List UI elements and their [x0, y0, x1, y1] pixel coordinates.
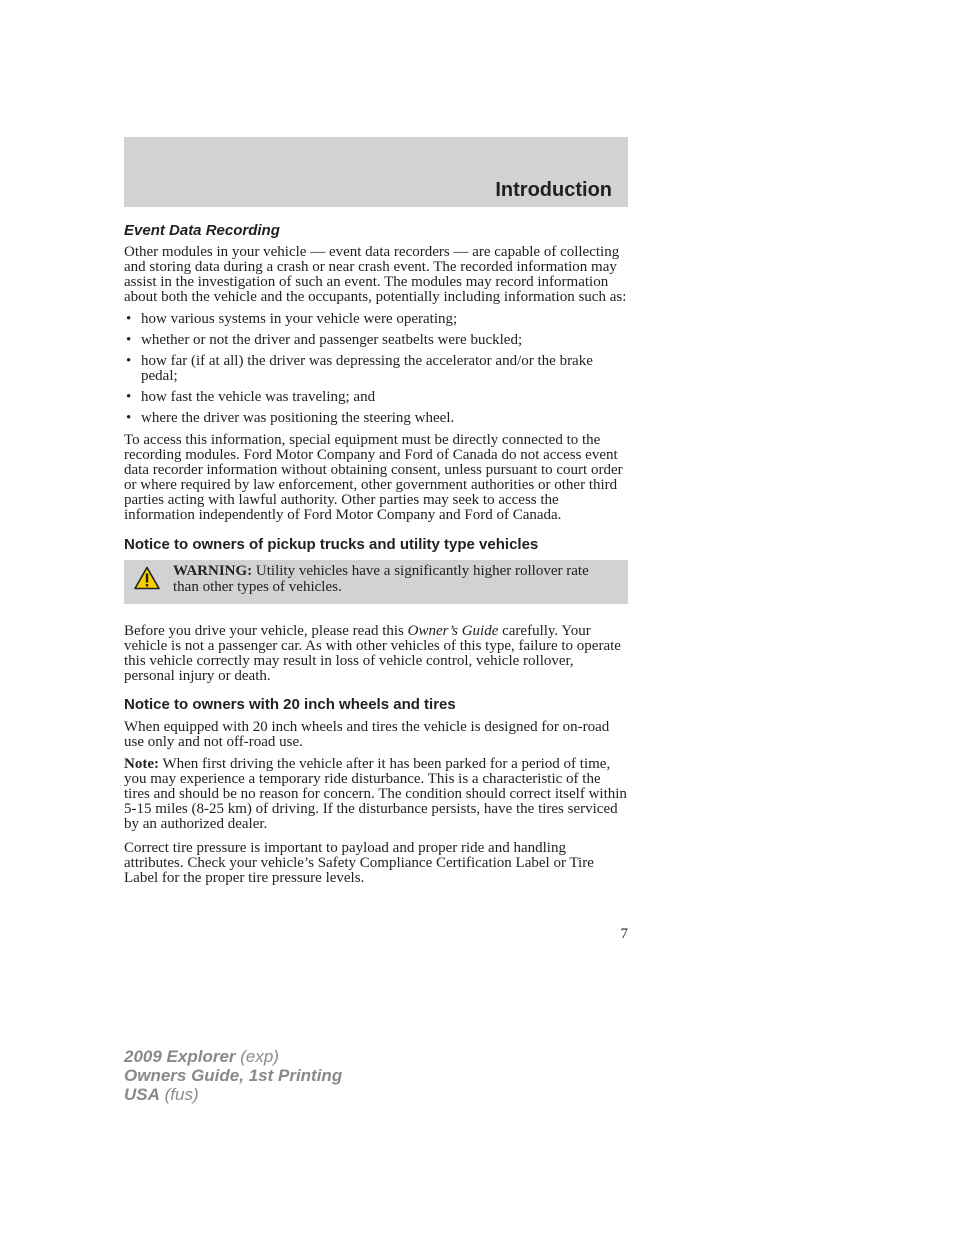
owners-guide-paragraph: Before you drive your vehicle, please read this Owner’s Guide carefully. Your vehicle is not a passenger car. As with other vehicles of this type, failure to operate this vehicle correctly may result in loss of vehicle control, vehicle rollover, personal injury or death.: [124, 623, 621, 684]
bullet-icon: •: [126, 353, 132, 369]
header-band: [124, 137, 628, 207]
event-data-access: To access this information, special equipment must be directly connected to the recording modules. Ford Motor Company and Ford of Canada do not access event data recorder information without obtaining consent, unless pursuant to court order or where required by law enforcement, other government authorities or other third parties acting with lawful authority. Other parties may seek to access the information independently of Ford Motor Company and Ford of Canada.: [124, 432, 623, 523]
list-item: • how far (if at all) the driver was depressing the accelerator and/or the brake pedal;: [126, 353, 593, 384]
section-heading-20-inch-wheels: Notice to owners with 20 inch wheels and tires: [124, 696, 456, 713]
footer-line-model: 2009 Explorer (exp): [124, 1047, 279, 1066]
warning-triangle-icon: [134, 566, 160, 590]
event-data-list: [124, 312, 628, 426]
wheels-paragraph: When equipped with 20 inch wheels and tires the vehicle is designed for on-road use only and not off-road use.: [124, 719, 610, 750]
page-number: 7: [620, 926, 628, 942]
bullet-icon: •: [126, 311, 132, 327]
section-heading-event-data: Event Data Recording: [124, 222, 280, 239]
warning-text: Utility vehicles have a significantly higher rollover rate than other types of vehicles.: [173, 563, 589, 595]
bullet-icon: •: [126, 332, 132, 348]
note-paragraph: Note: When first driving the vehicle after it has been parked for a period of time, you may experience a temporary ride disturbance. This is a characteristic of the tires and should be no reason for concern. The condition should correct itself within 5-15 miles (8-25 km) of driving. If the disturbance persists, have the tires serviced by an authorized dealer.: [124, 756, 627, 832]
bullet-icon: •: [126, 410, 132, 426]
footer-print-info: [124, 1047, 342, 1104]
section-heading-utility-vehicles: Notice to owners of pickup trucks and utility type vehicles: [124, 536, 539, 553]
event-data-intro: Other modules in your vehicle — event data recorders — are capable of collecting and storing data during a crash or near crash event. The recorded information may assist in the investigation of such an event. The modules may record information about both the vehicle and the occupants, potentially including information such as:: [124, 244, 627, 305]
tire-pressure-paragraph: Correct tire pressure is important to payload and proper ride and handling attributes. Check your vehicle’s Safety Compliance Certification Label or Tire Label for the proper tire pressure levels.: [124, 840, 594, 886]
note-label: Note:: [124, 756, 159, 772]
warning-label: WARNING:: [173, 563, 253, 579]
footer-line-market: USA (fus): [124, 1085, 199, 1104]
owners-guide-title: Owner’s Guide: [407, 623, 499, 639]
list-item: • where the driver was positioning the steering wheel.: [126, 410, 455, 426]
footer-line-printing: Owners Guide, 1st Printing: [124, 1066, 343, 1085]
list-item: • whether or not the driver and passenger seatbelts were buckled;: [126, 332, 523, 348]
bullet-icon: •: [126, 389, 132, 405]
list-item: • how fast the vehicle was traveling; and: [126, 389, 376, 405]
list-item: • how various systems in your vehicle were operating;: [126, 311, 458, 327]
page-title: Introduction: [495, 179, 612, 201]
warning-box: [124, 560, 628, 604]
main-content: [124, 220, 628, 893]
